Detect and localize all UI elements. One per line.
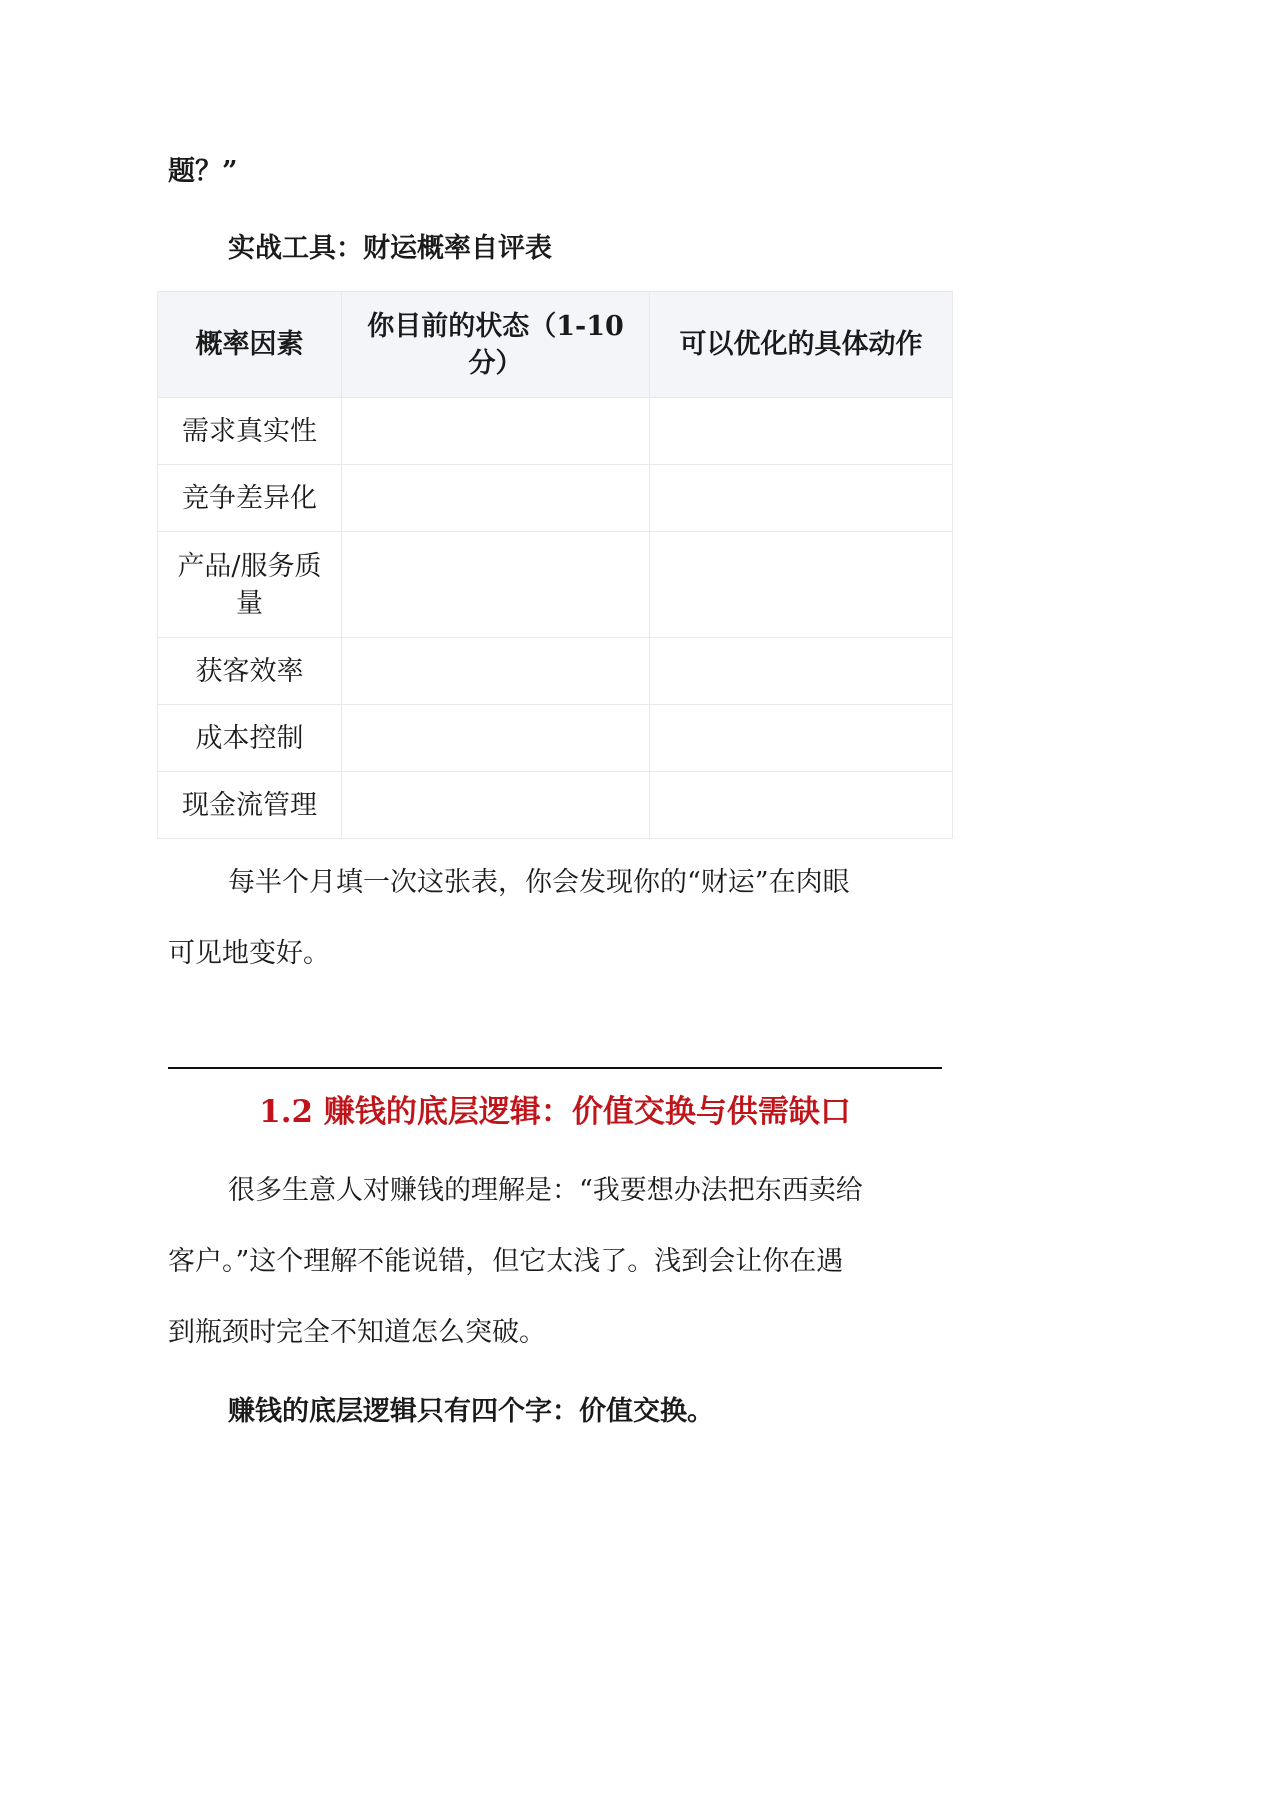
table-row: [158, 772, 953, 839]
table-row: [158, 532, 953, 638]
paragraph-line: 很多生意人对赚钱的理解是：“我要想办法把东西卖给: [228, 1175, 863, 1206]
header-factor: 概率因素: [158, 292, 342, 398]
score-cell[interactable]: [342, 532, 650, 638]
score-cell[interactable]: [342, 465, 650, 532]
section-heading: 1.2 赚钱的底层逻辑：价值交换与供需缺口: [259, 1094, 851, 1130]
score-cell[interactable]: [342, 705, 650, 772]
usage-note-line: 可见地变好。: [168, 938, 330, 969]
table-row: [158, 638, 953, 705]
table-header-row: [158, 292, 953, 398]
score-cell[interactable]: [342, 398, 650, 465]
table-row: [158, 398, 953, 465]
section-divider: [168, 1067, 942, 1069]
lead-text: 题？”: [168, 156, 238, 187]
paragraph-line: 到瓶颈时完全不知道怎么突破。: [168, 1317, 546, 1348]
action-cell[interactable]: [650, 705, 953, 772]
factor-cell: 成本控制: [158, 705, 342, 772]
action-cell[interactable]: [650, 772, 953, 839]
key-statement: 赚钱的底层逻辑只有四个字：价值交换。: [228, 1396, 714, 1427]
factor-cell: 现金流管理: [158, 772, 342, 839]
self-assessment-table: [157, 291, 953, 839]
paragraph-line: 客户。”这个理解不能说错，但它太浅了。浅到会让你在遇: [168, 1246, 844, 1277]
score-cell[interactable]: [342, 638, 650, 705]
tool-title: 实战工具：财运概率自评表: [228, 233, 552, 264]
factor-cell: 产品/服务质量: [158, 532, 342, 638]
action-cell[interactable]: [650, 465, 953, 532]
factor-cell: 竞争差异化: [158, 465, 342, 532]
action-cell[interactable]: [650, 398, 953, 465]
action-cell[interactable]: [650, 638, 953, 705]
table-row: [158, 705, 953, 772]
action-cell[interactable]: [650, 532, 953, 638]
factor-cell: 需求真实性: [158, 398, 342, 465]
table-row: [158, 465, 953, 532]
usage-note-line: 每半个月填一次这张表，你会发现你的“财运”在肉眼: [228, 867, 850, 898]
header-score: 你目前的状态（1-10分）: [342, 292, 650, 398]
header-action: 可以优化的具体动作: [650, 292, 953, 398]
factor-cell: 获客效率: [158, 638, 342, 705]
score-cell[interactable]: [342, 772, 650, 839]
